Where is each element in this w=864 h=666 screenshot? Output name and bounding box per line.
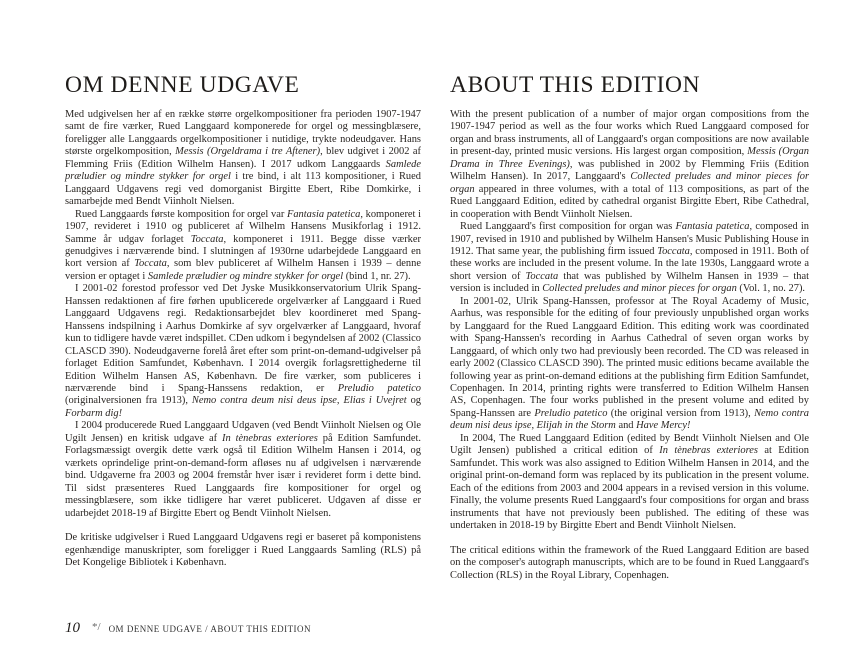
- work-title: Nemo contra deum nisi deus ipse, Elias i Uvejret: [191, 395, 407, 407]
- body-paragraph: [65, 109, 421, 209]
- work-title: Preludio patetico: [534, 407, 608, 419]
- text-run: In 2004, The Rued Langgaard Edition (edited by Bendt Viinholt Nielsen and Ole Ugilt Jensen) published a critical edition of: [450, 432, 809, 457]
- text-run: (originalversionen fra 1913),: [65, 395, 192, 407]
- body-paragraph: [450, 296, 809, 433]
- english-heading: ABOUT THIS EDITION: [450, 72, 701, 98]
- body-paragraph: [65, 420, 421, 520]
- text-run: (the original version from 1913),: [607, 407, 755, 419]
- work-title: Toccata: [657, 245, 690, 257]
- work-title: Samlede præludier og mindre stykker for orgel: [65, 158, 421, 183]
- text-run: I 2001-02 forestod professor ved Det Jyske Musikkonservatorium Ulrik Spang-Hanssen redaktionen af fire førhen upublicerede orgelværker af Langgaard i Rued Langgaard Udgavens regi. Redaktionsarbejdet blev koordineret med Spang-Hanssens indspilning i Aarhus Domkirke af syv orgelværker af Langgaard, hvoraf kun to tidligere havde været indspillet. CDen udkom i begyndelsen af 2002 (Classico CLASCD 390). Nodeudgaverne forelå året efter som print-on-demand-udgivelser på forlaget Edition Samfundet, København. I 2014 overgik forlagsrettighederne til Edition Wilhelm Hansen AS, København. De fire værker, som publiceres i nærværende bind i Spang-Hanssens redaktion, er: [65, 283, 421, 394]
- danish-column: [65, 72, 421, 570]
- text-run: The critical editions within the framework of the Rued Langgaard Edition are based on the composer's autograph manuscripts, which are to be found in Rued Langgaard's Collection (RLS) in the Royal Library, Copenhagen.: [450, 544, 809, 581]
- work-title: Nemo contra deum nisi deus ipse, Elijah in the Storm: [450, 407, 809, 432]
- body-paragraph: [65, 209, 421, 284]
- text-run: Rued Langgaard's first composition for organ was: [460, 221, 676, 233]
- text-run: , blev udgivet i 2002 af Flemming Friis (Edition Wilhelm Hansen). I 2017 udkom Langgaards: [65, 146, 421, 170]
- text-run: that was published by Wilhelm Hansen in 1939 – that version is included in: [450, 270, 810, 295]
- work-title: Toccata: [190, 233, 224, 245]
- text-run: (Vol. 1, no. 27).: [736, 283, 806, 295]
- danish-heading: OM DENNE UDGAVE: [65, 72, 300, 98]
- body-paragraph: [65, 283, 421, 420]
- work-title: In tènebras exteriores: [659, 445, 758, 457]
- work-title: In tènebras exteriores: [222, 432, 318, 444]
- work-title: Collected preludes and minor pieces for organ: [542, 283, 737, 295]
- text-run: og: [406, 395, 422, 407]
- text-run: Rued Langgaards første komposition for orgel var: [75, 208, 287, 220]
- text-run: , composed in 1911. Both of these works are included in the present volume. In the late 1930s, Langgaard wrote a short version of: [450, 245, 809, 282]
- page-number: 10: [65, 620, 80, 636]
- english-column: [450, 72, 809, 582]
- work-title: Fantasia patetica: [675, 221, 750, 233]
- body-paragraph: [450, 433, 809, 533]
- text-run: , som blev publiceret af Wilhelm Hansen i 1939 – denne version er optaget i: [65, 258, 421, 282]
- work-title: Preludio patetico: [337, 382, 421, 394]
- body-paragraph: [450, 221, 809, 296]
- work-title: Toccata: [134, 258, 167, 270]
- body-paragraph: [65, 532, 421, 569]
- work-title: Messis (Organ Drama in Three Evenings): [450, 146, 809, 170]
- text-run: , komponeret i 1907, revideret i 1910 og publiceret af Wilhelm Hansens Musikforlag i 1912. Samme år udgav forlaget: [65, 208, 421, 245]
- text-run: I 2004 producerede Rued Langgaard Udgaven (ved Bendt Viinholt Nielsen og Ole Ugilt Jensen) en kritisk udgave af: [65, 420, 421, 444]
- work-title: Collected preludes and minor pieces for organ: [450, 171, 810, 195]
- text-run: With the present publication of a number of major organ compositions from the 1907-1947 period as well as the four works which Rued Langgaard composed for organ and brass instruments, all of Langgaard's organ compositions are now available in present-day, printed music versions. His largest organ composition,: [450, 109, 809, 158]
- text-run: and: [615, 420, 637, 432]
- running-title: OM DENNE UDGAVE / ABOUT THIS EDITION: [108, 624, 312, 634]
- work-title: Toccata: [525, 270, 559, 282]
- text-run: , was published in 2002 by Flemming Friis (Edition Wilhelm Hansen). In 2017, Langgaard's: [450, 158, 809, 183]
- text-run: In 2001-02, Ulrik Spang-Hanssen, professor at The Royal Academy of Music, Aarhus, was responsible for the editing of four previously unpublished organ works by Langgaard for the Rued Langgaard Edition. This editing work was coordinated with Spang-Hanssen's recording in Aarhus Cathedral of seven organ works by Langgaard, of which only two had previously been recorded. The CD was released in early 2002 (Classico CLASCD 390). The printed music editions became available the following year as print-on-demand editions at the publishing firm Edition Samfundet, Copenhagen. In 2014, printing rights were transferred to Edition Wilhelm Hansen AS, Copenhagen. The four works published in the present volume and edited by Spang-Hanssen are: [450, 295, 809, 419]
- text-run: , composed in 1907, revised in 1910 and published by Wilhelm Hansen's Music Publishing House in 1912. That same year, the publishing firm issued: [450, 221, 810, 257]
- text-run: appeared in three volumes, with a total of 113 compositions, as part of the Rued Langgaard Edition, edited by cathedral organist Birgitte Ebert, Ribe Cathedral, in cooperation with Bendt Viinholt Nielsen.: [450, 183, 809, 220]
- text-run: på Edition Samfundet. Forlagsmæssigt overgik dette værk også til Edition Wilhelm Hansen i 2014, og værkets oprindelige print-on-demand-form afløses nu af udgivelsen i nærværende bind. Udgaverne fra 2003 og 2004 fremstår hver især i revideret form i dette bind. Til sidst præsenteres Rued Langgaards fire kompositioner for orgel og messingblæsere, som ikke tidligere har været publiceret. Udgaven af disse er udarbejdet 2018-19 af Birgitte Ebert og Bendt Viinholt Nielsen.: [65, 432, 421, 519]
- text-run: De kritiske udgivelser i Rued Langgaard Udgavens regi er baseret på komponistens egenhændige manuskripter, som foreligger i Rued Langgaards Samling (RLS) på Det Kongelige Bibliotek i København.: [65, 532, 421, 569]
- text-run: (bind 1, nr. 27).: [343, 270, 411, 282]
- work-title: Messis (Orgeldrama i tre Aftener): [175, 146, 321, 158]
- english-body: [450, 109, 809, 582]
- work-title: Forbarm dig!: [65, 407, 123, 419]
- text-run: , komponeret i 1911. Begge disse værker genudgives i nærværende bind. I slutningen af 1930rne udarbejdede Langgaard en kort version af: [65, 233, 421, 270]
- body-paragraph: [450, 545, 809, 582]
- work-title: Fantasia patetica: [286, 208, 361, 220]
- danish-body: [65, 109, 421, 570]
- page-footer: [65, 620, 311, 637]
- work-title: Samlede præludier og mindre stykker for orgel: [147, 270, 344, 282]
- text-run: i tre bind, i alt 113 kompositioner, i Rued Langgaard Udgavens regi ved domorganist Birgitte Ebert, Ribe Domkirke, i samarbejde med Bendt Viinholt Nielsen.: [65, 171, 421, 208]
- text-run: Med udgivelsen her af en række større orgelkompositioner fra perioden 1907-1947 samt de fire værker, Rued Langgaard komponerede for orgel og messingblæsere, foreligger alle Langgaards orgelkompositioner i nutidige, trykte nodeudgaver. Hans største orgelkomposition,: [65, 109, 421, 158]
- ornament-icon: */: [92, 621, 101, 633]
- body-paragraph: [450, 109, 809, 221]
- work-title: Have Mercy!: [636, 420, 691, 432]
- text-run: at Edition Samfundet. This work was also assigned to Edition Wilhelm Hansen in 2014, and the original print-on-demand form was replaced by its publication in the present volume. Each of the editions from 2003 and 2004 appears in a revised version in this volume. Finally, the volume presents Rued Langgaard's four compositions for organ and brass instruments that have not previously been published. The editing of these was undertaken in 2018-19 by Birgitte Ebert and Bendt Viinholt Nielsen.: [450, 445, 809, 531]
